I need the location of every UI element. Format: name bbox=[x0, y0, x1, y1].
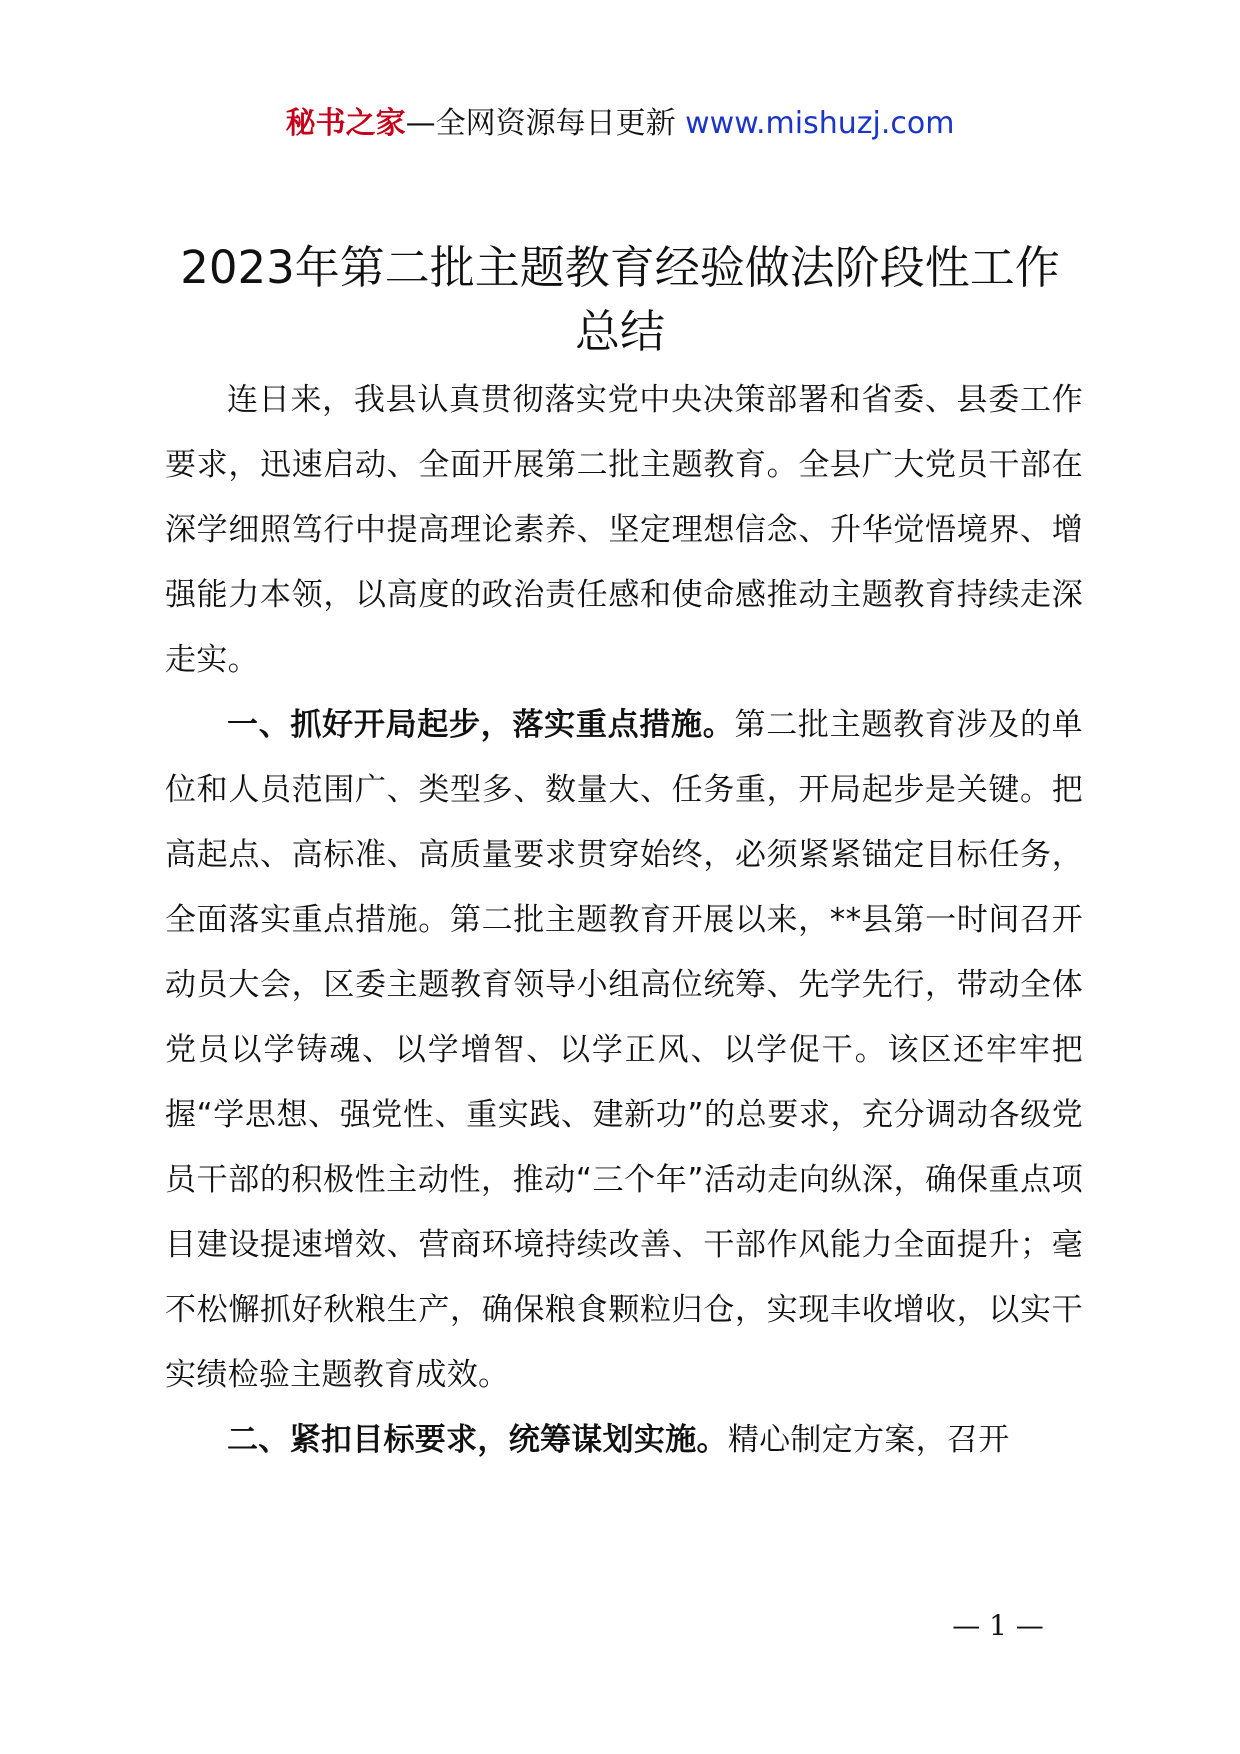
page-number: — 1 — bbox=[952, 1609, 1044, 1642]
paragraph-text: 连日来，我县认真贯彻落实党中央决策部署和省委、县委工作要求，迅速启动、全面开展第二批主题教育。全县广大党员干部在深学细照笃行中提高理论素养、坚定理想信念、升华觉悟境界、增强能力本领，以高度的政治责任感和使命感推动主题教育持续走深走实。 bbox=[165, 382, 1083, 678]
paragraph-lead: 一、抓好开局起步，落实重点措施。 bbox=[227, 707, 735, 743]
document-body bbox=[165, 368, 1083, 1473]
paragraph-intro bbox=[165, 368, 1083, 693]
paragraph-text: 第二批主题教育涉及的单位和人员范围广、类型多、数量大、任务重，开局起步是关键。把高起点、高标准、高质量要求贯穿始终，必须紧紧锚定目标任务，全面落实重点措施。第二批主题教育开展以来，**县第一时间召开动员大会，区委主题教育领导小组高位统筹、先学先行，带动全体党员以学铸魂、以学增智、以学正风、以学促干。该区还牢牢把握“学思想、强党性、重实践、建新功”的总要求，充分调动各级党员干部的积极性主动性，推动“三个年”活动走向纵深，确保重点项目建设提速增效、营商环境持续改善、干部作风能力全面提升；毫不松懈抓好秋粮生产，确保粮食颗粒归仓，实现丰收增收，以实干实绩检验主题教育成效。 bbox=[165, 707, 1083, 1393]
site-header bbox=[0, 104, 1240, 144]
paragraph-section-2 bbox=[165, 1408, 1083, 1473]
paragraph-section-1 bbox=[165, 693, 1083, 1408]
site-url-link[interactable]: www.mishuzj.com bbox=[685, 106, 955, 141]
site-tagline: —全网资源每日更新 bbox=[405, 106, 686, 141]
document-title: 2023年第二批主题教育经验做法阶段性工作总结 bbox=[180, 241, 1060, 358]
site-brand: 秘书之家 bbox=[285, 106, 406, 141]
paragraph-lead: 二、紧扣目标要求，统筹谋划实施。 bbox=[227, 1422, 728, 1458]
paragraph-text: 精心制定方案，召开 bbox=[727, 1422, 1010, 1458]
